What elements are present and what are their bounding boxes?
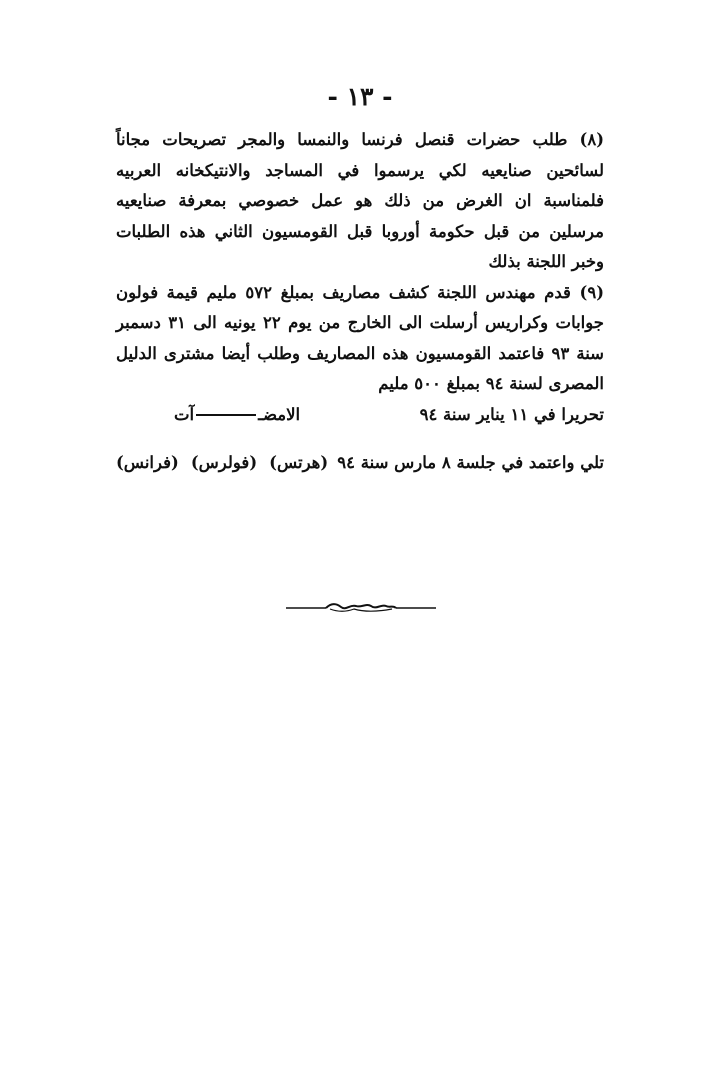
document-body [116,125,604,478]
page-number: - ١٣ - [327,82,393,111]
approval-text: تلي واعتمد في جلسة ٨ مارس سنة ٩٤ [337,452,604,472]
approval-line [116,448,604,478]
signature-label [174,400,300,430]
signature-label-end: آت [174,404,195,424]
paragraph-item-8: (٨) طلب حضرات قنصل فرنسا والنمسا والمجر تصريحات مجاناً لسائحين صنايعيه لكي يرسموا في المساجد والانتيكخانه العربيه فلمناسبة ان الغرض من ذلك هو عمل خصوصي بمعرفة صنايعيه مرسلين من قبل حكومة أوروبا قبل القومسيون الثاني هذه الطلبات وخبر اللجنة بذلك [116,130,604,271]
signatory-names [116,448,328,478]
signatory-name: (هرتس) [269,452,329,472]
paragraph-item-9: (٩) قدم مهندس اللجنة كشف مصاريف بمبلغ ٥٧٢ مليم قيمة فولون جوابات وكراريس أرسلت الى الخارج من يوم ٢٢ يونيه الى ٣١ دسمبر سنة ٩٣ فاعتمد القومسيون هذه المصاريف وطلب أيضا مشترى الدليل المصرى لسنة ٩٤ بمبلغ ٥٠٠ مليم [116,282,605,393]
signature-line [116,400,604,430]
ornamental-divider [286,600,436,614]
signature-label-start: الامضـ [258,404,301,424]
signature-date: تحريرا في ١١ يناير سنة ٩٤ [419,404,604,424]
signatory-name: (فولرس) [190,452,258,472]
signatory-name: (فرانس) [116,452,179,472]
signature-stroke [196,414,256,416]
